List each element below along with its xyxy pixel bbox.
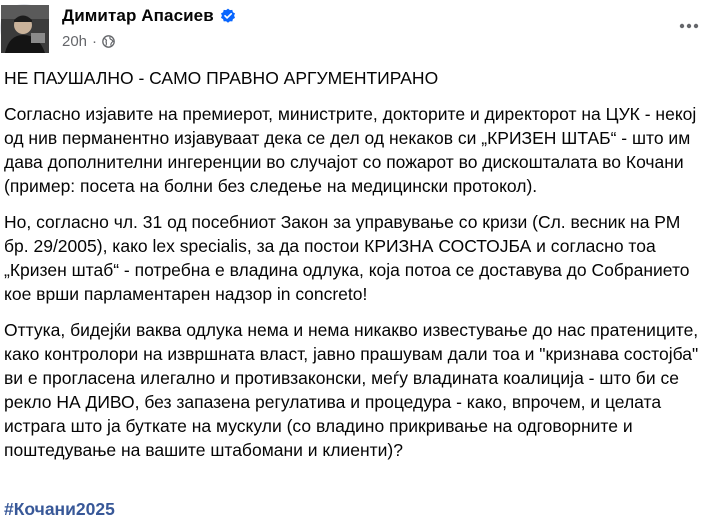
post-meta — [62, 33, 115, 50]
post-timestamp[interactable]: 20h — [62, 33, 88, 50]
author-name[interactable]: Димитар Апасиев — [62, 6, 214, 25]
post-header — [0, 0, 721, 62]
more-options-button[interactable] — [671, 14, 707, 38]
more-options-icon — [679, 23, 699, 29]
globe-icon[interactable] — [102, 35, 115, 48]
post-paragraph: Согласно изјавите на премиерот, министрите, докторите и директорот на ЦУК - некој од нив перманентно изјавуваат дека се дел од некаков си „КРИЗЕН ШТАБ“ - што им дава дополнителни ингеренции во случајот со пожарот во дискошталата во Кочани (пример: посета на болни без следење на медицински протокол). — [4, 104, 697, 196]
author-row — [62, 6, 236, 26]
author-avatar[interactable] — [0, 4, 48, 52]
meta-separator: · — [92, 33, 98, 50]
post-paragraph: Оттука, бидејќи ваква одлука нема и нема никакво известување до нас пратениците, како контролори на извршната власт, јавно прашувам дали тоа и "кризнава состојба" ви е прогласена илегално и противзаконски, меѓу владината коалиција - што би се рекло НА ДИВО, без запазена регулатива и процедура - како, впрочем, и целата истрага што ја буткате на мускули (со владино прикривање на одговорните и поштедување на вашите штабомани и клиенти)? — [4, 320, 699, 460]
verified-badge-icon — [220, 8, 236, 24]
avatar-photo — [1, 5, 49, 53]
hashtag-link[interactable]: #Кочани2025 — [4, 499, 115, 519]
post-body — [4, 66, 709, 474]
post-paragraph: Но, согласно чл. 31 од посебниот Закон за управување со кризи (Сл. весник на РМ бр. 29/2005), како lex specialis, за да постои КРИЗНА СОСТОЈБА и согласно тоа „Кризен штаб“ - потребна е владина одлука, која потоа се доставува до Собранието кое врши парламентарен надзор in concreto! — [4, 212, 690, 304]
post-heading: НЕ ПАУШАЛНО - САМО ПРАВНО АРГУМЕНТИРАНО — [4, 68, 439, 88]
